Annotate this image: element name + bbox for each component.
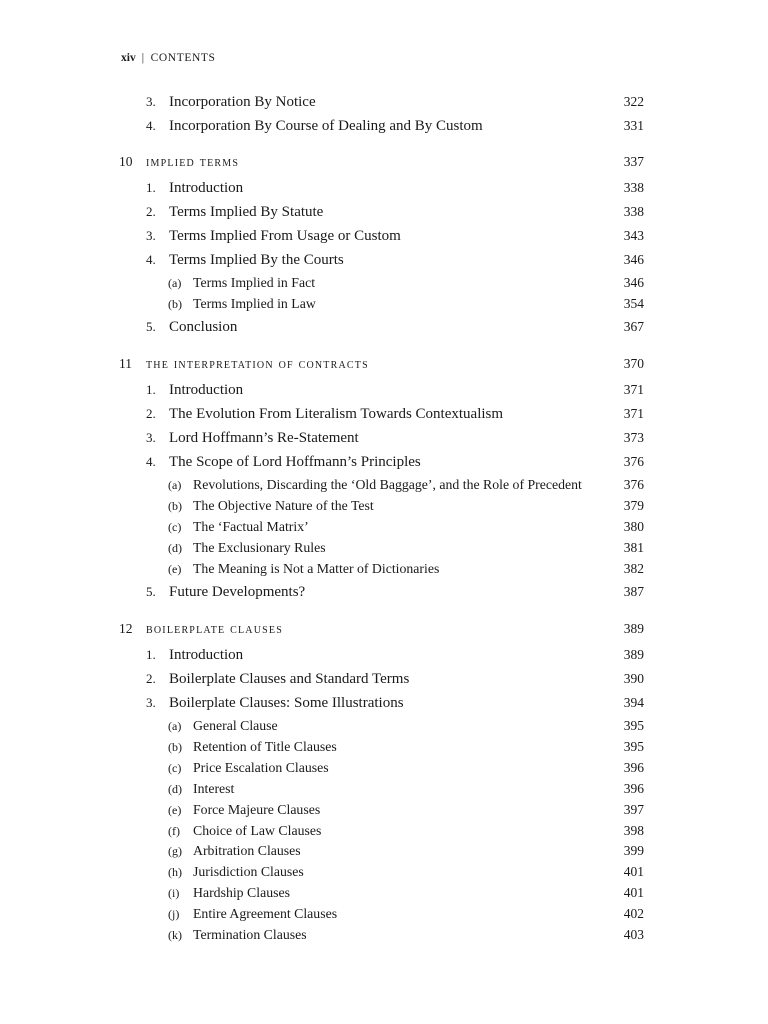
toc-entry-page-number: 381 <box>623 540 644 555</box>
toc-entry-number: 1. <box>146 647 156 662</box>
toc-chapter-row[interactable] <box>0 619 768 639</box>
toc-entry-page-number: 401 <box>623 885 644 900</box>
toc-entry-page-number: 346 <box>623 275 644 290</box>
toc-entry-page-number: 338 <box>623 180 644 195</box>
toc-entry-title: Choice of Law Clauses <box>193 823 322 838</box>
toc-entry-title: Termination Clauses <box>193 927 307 942</box>
toc-entry-title: The Scope of Lord Hoffmann’s Principles <box>169 454 421 470</box>
toc-entry-page-number: 376 <box>623 454 644 469</box>
toc-section-row[interactable] <box>0 202 768 222</box>
toc-entry-title: Terms Implied in Law <box>193 296 316 311</box>
toc-chapter-row[interactable] <box>0 152 768 172</box>
toc-entry-page-number: 370 <box>623 356 644 371</box>
toc-entry-number: (e) <box>168 562 182 576</box>
toc-section-row[interactable] <box>0 404 768 424</box>
toc-entry-number: (c) <box>168 520 182 534</box>
toc-subsection-row[interactable] <box>0 559 768 579</box>
toc-entry-number: 11 <box>119 356 132 371</box>
toc-entry-title: Boilerplate Clauses: Some Illustrations <box>169 695 404 711</box>
toc-entry-number: (d) <box>168 782 182 796</box>
toc-entry-number: (k) <box>168 928 182 942</box>
toc-entry-number: (j) <box>168 907 180 921</box>
toc-subsection-row[interactable] <box>0 779 768 799</box>
toc-entry-page-number: 346 <box>623 252 644 267</box>
toc-subsection-row[interactable] <box>0 538 768 558</box>
toc-subsection-row[interactable] <box>0 904 768 924</box>
toc-entry-title: the interpretation of contracts <box>146 356 369 372</box>
toc-entry-title: Interest <box>193 781 235 796</box>
toc-subsection-row[interactable] <box>0 496 768 516</box>
toc-entry-page-number: 389 <box>623 647 644 662</box>
toc-subsection-row[interactable] <box>0 862 768 882</box>
toc-subsection-row[interactable] <box>0 758 768 778</box>
toc-entry-title: Jurisdiction Clauses <box>193 864 304 879</box>
toc-entry-page-number: 382 <box>623 561 644 576</box>
toc-entry-number: 2. <box>146 671 156 686</box>
toc-entry-page-number: 390 <box>623 671 644 686</box>
toc-entry-number: 2. <box>146 204 156 219</box>
toc-entry-page-number: 398 <box>623 823 644 838</box>
toc-entry-title: General Clause <box>193 718 278 733</box>
toc-entry-number: 3. <box>146 695 156 710</box>
toc-section-row[interactable] <box>0 317 768 337</box>
toc-entry-page-number: 396 <box>623 781 644 796</box>
toc-subsection-row[interactable] <box>0 716 768 736</box>
toc-entry-page-number: 401 <box>623 864 644 879</box>
toc-entry-title: Retention of Title Clauses <box>193 739 337 754</box>
toc-entry-title: Introduction <box>169 180 244 196</box>
page-folio: xiv <box>121 52 136 64</box>
toc-entry-title: The Evolution From Literalism Towards Contextualism <box>169 406 504 422</box>
toc-entry-page-number: 389 <box>623 621 644 636</box>
toc-entry-page-number: 338 <box>623 204 644 219</box>
toc-entry-number: (i) <box>168 886 180 900</box>
toc-entry-title: Future Developments? <box>169 584 306 600</box>
toc-entry-title: Incorporation By Course of Dealing and By Custom <box>169 118 483 134</box>
toc-entry-number: (e) <box>168 803 182 817</box>
toc-chapter-row[interactable] <box>0 354 768 374</box>
toc-section-row[interactable] <box>0 250 768 270</box>
toc-entry-title: implied terms <box>146 154 240 170</box>
toc-entry-number: 10 <box>119 154 133 169</box>
toc-entry-page-number: 387 <box>623 584 644 599</box>
toc-section-row[interactable] <box>0 452 768 472</box>
toc-entry-number: 4. <box>146 454 156 469</box>
toc-entry-number: (a) <box>168 276 182 290</box>
toc-entry-number: 3. <box>146 94 156 109</box>
toc-entry-title: The Meaning is Not a Matter of Dictionaries <box>193 561 440 576</box>
toc-entry-number: 12 <box>119 621 133 636</box>
toc-entry-number: (b) <box>168 740 182 754</box>
toc-section-row[interactable] <box>0 178 768 198</box>
toc-entry-number: 5. <box>146 319 156 334</box>
toc-entry-page-number: 379 <box>623 498 644 513</box>
toc-entry-title: Terms Implied in Fact <box>193 275 316 290</box>
toc-entry-page-number: 337 <box>623 154 644 169</box>
toc-entry-title: Introduction <box>169 382 244 398</box>
toc-entry-page-number: 322 <box>623 94 644 109</box>
toc-entry-number: 2. <box>146 406 156 421</box>
toc-entry-number: (c) <box>168 761 182 775</box>
toc-subsection-row[interactable] <box>0 925 768 945</box>
toc-entry-page-number: 380 <box>623 519 644 534</box>
toc-entry-number: 4. <box>146 252 156 267</box>
toc-entry-page-number: 394 <box>623 695 644 710</box>
toc-subsection-row[interactable] <box>0 273 768 293</box>
toc-entry-number: (a) <box>168 719 182 733</box>
toc-subsection-row[interactable] <box>0 475 768 495</box>
toc-section-row[interactable] <box>0 645 768 665</box>
toc-entry-title: Terms Implied From Usage or Custom <box>169 228 401 244</box>
toc-entry-title: Introduction <box>169 647 244 663</box>
toc-section-row[interactable] <box>0 428 768 448</box>
toc-subsection-row[interactable] <box>0 800 768 820</box>
toc-subsection-row[interactable] <box>0 841 768 861</box>
toc-entry-page-number: 354 <box>623 296 644 311</box>
toc-entry-number: (d) <box>168 541 182 555</box>
toc-entry-page-number: 403 <box>623 927 644 942</box>
toc-entry-number: (f) <box>168 824 180 838</box>
toc-entry-number: 1. <box>146 180 156 195</box>
toc-section-row[interactable] <box>0 693 768 713</box>
toc-section-row[interactable] <box>0 226 768 246</box>
toc-entry-page-number: 343 <box>623 228 644 243</box>
toc-subsection-row[interactable] <box>0 737 768 757</box>
toc-entry-title: The Exclusionary Rules <box>193 540 326 555</box>
toc-entry-page-number: 395 <box>623 718 644 733</box>
toc-entry-page-number: 402 <box>623 906 644 921</box>
toc-entry-number: (b) <box>168 499 182 513</box>
toc-subsection-row[interactable] <box>0 883 768 903</box>
toc-entry-title: Lord Hoffmann’s Re-Statement <box>169 430 359 446</box>
toc-entry-page-number: 397 <box>623 802 644 817</box>
toc-entry-number: (h) <box>168 865 182 879</box>
toc-entry-title: Arbitration Clauses <box>193 843 301 858</box>
toc-entry-page-number: 371 <box>623 382 644 397</box>
toc-entry-number: 3. <box>146 228 156 243</box>
toc-entry-number: (g) <box>168 844 182 858</box>
toc-entry-title: Boilerplate Clauses and Standard Terms <box>169 671 410 687</box>
toc-section-row[interactable] <box>0 582 768 602</box>
toc-section-row[interactable] <box>0 669 768 689</box>
toc-entry-page-number: 367 <box>623 319 644 334</box>
toc-entry-page-number: 371 <box>623 406 644 421</box>
header-separator: | <box>141 52 145 64</box>
toc-entry-page-number: 399 <box>623 843 644 858</box>
running-head-title: CONTENTS <box>150 52 216 64</box>
toc-entry-title: Entire Agreement Clauses <box>193 906 338 921</box>
toc-entry-number: (a) <box>168 478 182 492</box>
toc-entry-title: Terms Implied By the Courts <box>169 252 344 268</box>
toc-entry-title: Revolutions, Discarding the ‘Old Baggage’, and the Role of Precedent <box>193 477 582 492</box>
toc-section-row[interactable] <box>0 92 768 112</box>
toc-entry-page-number: 373 <box>623 430 644 445</box>
toc-subsection-row[interactable] <box>0 821 768 841</box>
toc-entry-number: 1. <box>146 382 156 397</box>
toc-entry-title: The ‘Factual Matrix’ <box>193 519 309 534</box>
toc-section-row[interactable] <box>0 116 768 136</box>
toc-entry-title: Terms Implied By Statute <box>169 204 324 220</box>
toc-entry-title: boilerplate clauses <box>146 621 283 637</box>
toc-subsection-row[interactable] <box>0 294 768 314</box>
toc-entry-title: The Objective Nature of the Test <box>193 498 374 513</box>
toc-subsection-row[interactable] <box>0 517 768 537</box>
toc-entry-title: Price Escalation Clauses <box>193 760 329 775</box>
toc-entry-number: 5. <box>146 584 156 599</box>
toc-entry-page-number: 376 <box>623 477 644 492</box>
toc-entry-page-number: 331 <box>623 118 644 133</box>
toc-entry-title: Hardship Clauses <box>193 885 290 900</box>
toc-section-row[interactable] <box>0 380 768 400</box>
toc-entry-title: Force Majeure Clauses <box>193 802 321 817</box>
toc-entry-page-number: 395 <box>623 739 644 754</box>
toc-entry-number: 3. <box>146 430 156 445</box>
toc-entry-number: (b) <box>168 297 182 311</box>
toc-entry-number: 4. <box>146 118 156 133</box>
toc-entry-title: Conclusion <box>169 319 238 335</box>
toc-entry-page-number: 396 <box>623 760 644 775</box>
toc-entry-title: Incorporation By Notice <box>169 94 316 110</box>
